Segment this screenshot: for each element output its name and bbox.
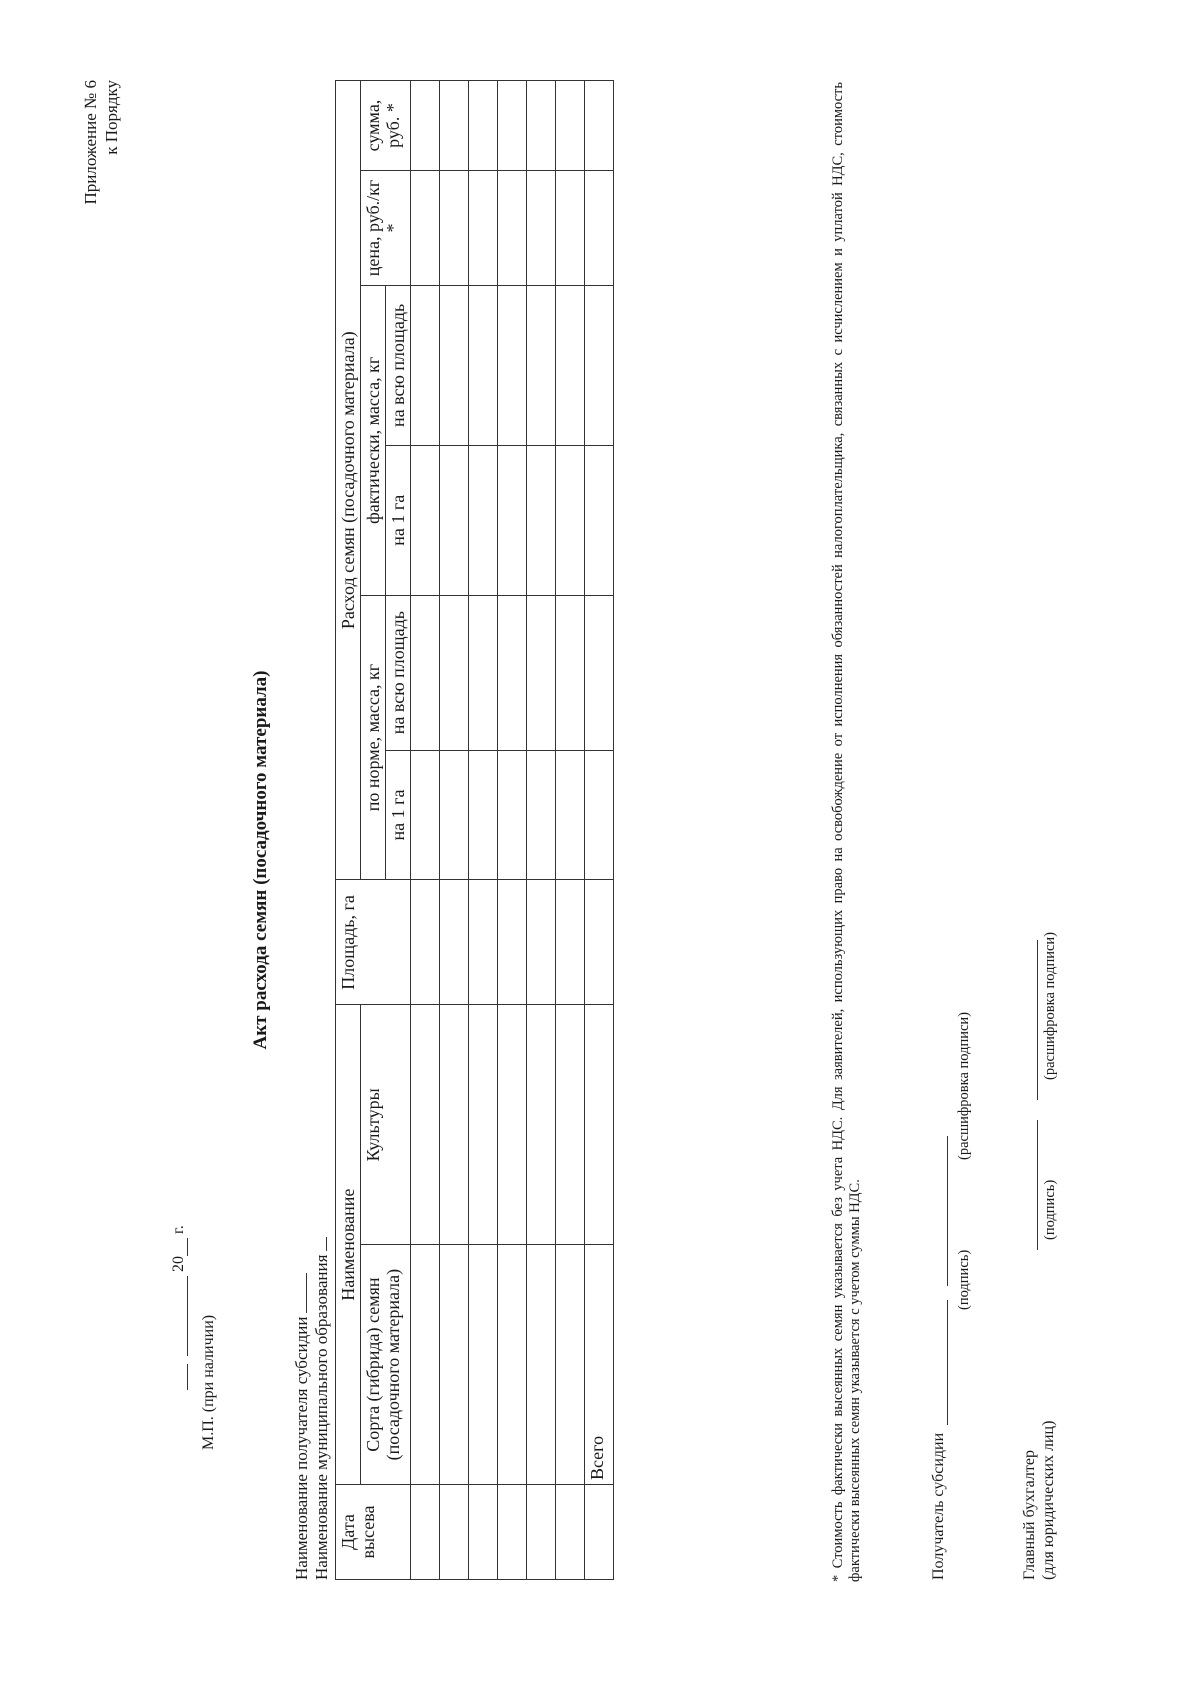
chief-decoding-caption: (расшифровка подписи) xyxy=(1042,931,1058,1080)
recipient-signature-caption: (подпись) xyxy=(956,1249,972,1310)
date-year-blank xyxy=(187,1238,188,1256)
municipality-field xyxy=(312,1237,332,1580)
total-label: Всего xyxy=(585,1245,614,1485)
header-row-2 xyxy=(361,81,386,1580)
footnote: * Стоимость фактически высеянных семян указывается без учета НДС. Для заявителей, использующих право на освобождение от исполнения обязанностей налогоплательщика, связанных с исчислением и уплатой НДС, стоимость фактически высеянных семян указывается с учетом суммы НДС. xyxy=(830,82,863,1582)
total-row xyxy=(585,81,614,1580)
municipality-label: Наименование муниципального образования xyxy=(312,1254,331,1580)
chief-signature-caption: (подпись) xyxy=(1042,1179,1058,1240)
recipient-decoding-blank xyxy=(947,1136,948,1286)
header-actual-per-ha: на 1 га xyxy=(386,445,411,595)
date-day-blank xyxy=(187,1364,188,1390)
table-row xyxy=(498,81,527,1580)
header-area: Площадь, га xyxy=(336,880,411,1005)
chief-accountant-block xyxy=(1020,1421,1058,1580)
header-norm-total-area: на всю площадь xyxy=(386,595,411,750)
stamp-block xyxy=(200,1150,240,1460)
chief-signature-blank xyxy=(1037,1120,1038,1250)
document-title: Акт расхода семян (посадочного материала) xyxy=(250,670,271,1050)
chief-decoding-blank xyxy=(1037,940,1038,1100)
seed-consumption-table xyxy=(335,80,614,1580)
header-date: Дата высева xyxy=(336,1485,411,1580)
recipient-label: Наименование получателя субсидии xyxy=(292,1316,311,1580)
header-consumption: Расход семян (посадочного материала) xyxy=(336,81,361,880)
recipient-signature-line xyxy=(930,1136,948,1580)
header-actual: фактически, масса, кг xyxy=(361,285,386,595)
appendix-number: Приложение № 6 xyxy=(81,80,100,205)
table-row xyxy=(440,81,469,1580)
table-row xyxy=(527,81,556,1580)
appendix-label xyxy=(80,80,122,204)
chief-accountant-label: Главный бухгалтер xyxy=(1021,1450,1038,1580)
date-month-blank xyxy=(187,1276,188,1356)
date-year-prefix: 20 xyxy=(170,1256,187,1272)
recipient-signature-blank xyxy=(947,1300,948,1425)
document-page xyxy=(81,80,1058,1640)
recipient-field xyxy=(292,1273,312,1580)
stamp-label: М.П. (при наличии) xyxy=(200,1314,217,1450)
header-culture: Культуры xyxy=(361,1005,411,1245)
header-row-1 xyxy=(336,81,361,1580)
header-sum: сумма, руб. * xyxy=(361,81,411,171)
table-row xyxy=(556,81,585,1580)
header-actual-total-area: на всю площадь xyxy=(386,285,411,445)
recipient-blank xyxy=(306,1273,307,1313)
chief-accountant-note: (для юридических лиц) xyxy=(1040,1420,1057,1580)
header-variety: Сорта (гибрида) семян (посадочного материала) xyxy=(361,1245,411,1485)
appendix-reference: к Порядку xyxy=(102,80,121,155)
header-name: Наименование xyxy=(336,1005,361,1485)
header-norm: по норме, масса, кг xyxy=(361,595,386,880)
header-price: цена, руб./кг * xyxy=(361,171,411,286)
date-year-suffix: г. xyxy=(170,1225,187,1234)
municipality-blank xyxy=(326,1237,327,1251)
table-row xyxy=(411,81,440,1580)
header-norm-per-ha: на 1 га xyxy=(386,750,411,880)
recipient-signature-label: Получатель субсидии xyxy=(930,1432,947,1580)
table-row xyxy=(469,81,498,1580)
recipient-decoding-caption: (расшифровка подписи) xyxy=(956,1011,972,1160)
